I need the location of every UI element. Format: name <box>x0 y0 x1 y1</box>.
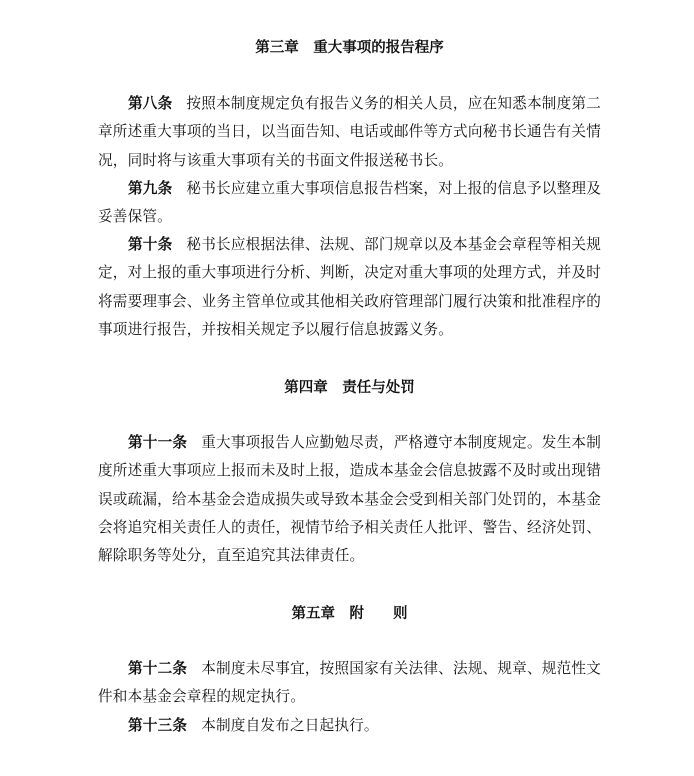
article-8 <box>98 90 601 175</box>
article-text: 本制度自发布之日起执行。 <box>201 717 379 734</box>
article-text: 本制度未尽事宜，按照国家有关法律、法规、规章、规范性文件和本基金会章程的规定执行。 <box>98 660 601 706</box>
article-text: 重大事项报告人应勤勉尽责，严格遵守本制度规定。发生本制度所述重大事项应上报而未及时上报，造成本基金会信息披露不及时或出现错误或疏漏，给本基金会造成损失或导致本基金会受到相关部门处罚的，本基金会将追究相关责任人的责任，视情节给予相关责任人批评、警告、经济处罚、解除职务等处分，直至追究其法律责任。 <box>98 434 601 565</box>
chapter-4-title: 第四章 责任与处罚 <box>284 380 415 396</box>
chapter-3-title: 第三章 重大事项的报告程序 <box>255 40 444 56</box>
article-13 <box>98 712 601 740</box>
article-number: 第九条 <box>128 180 173 197</box>
article-text: 秘书长应根据法律、法规、部门规章以及本基金会章程等相关规定，对上报的重大事项进行分析、判断，决定对重大事项的处理方式，并及时将需要理事会、业务主管单位或其他相关政府管理部门履行决策和批准程序的事项进行报告，并按相关规定予以履行信息披露义务。 <box>98 236 601 338</box>
article-11 <box>98 429 601 570</box>
article-number: 第八条 <box>128 95 173 112</box>
article-10 <box>98 231 601 344</box>
chapter-5-title: 第五章 附 则 <box>291 606 408 622</box>
article-number: 第十三条 <box>128 717 188 734</box>
article-number: 第十一条 <box>128 434 188 451</box>
article-12 <box>98 655 601 712</box>
article-number: 第十二条 <box>128 660 188 677</box>
article-number: 第十条 <box>128 236 173 253</box>
article-text: 秘书长应建立重大事项信息报告档案，对上报的信息予以整理及妥善保管。 <box>98 180 601 226</box>
article-9 <box>98 175 601 232</box>
article-text: 按照本制度规定负有报告义务的相关人员，应在知悉本制度第二章所述重大事项的当日，以当面告知、电话或邮件等方式向秘书长通告有关情况，同时将与该重大事项有关的书面文件报送秘书长。 <box>98 95 601 169</box>
